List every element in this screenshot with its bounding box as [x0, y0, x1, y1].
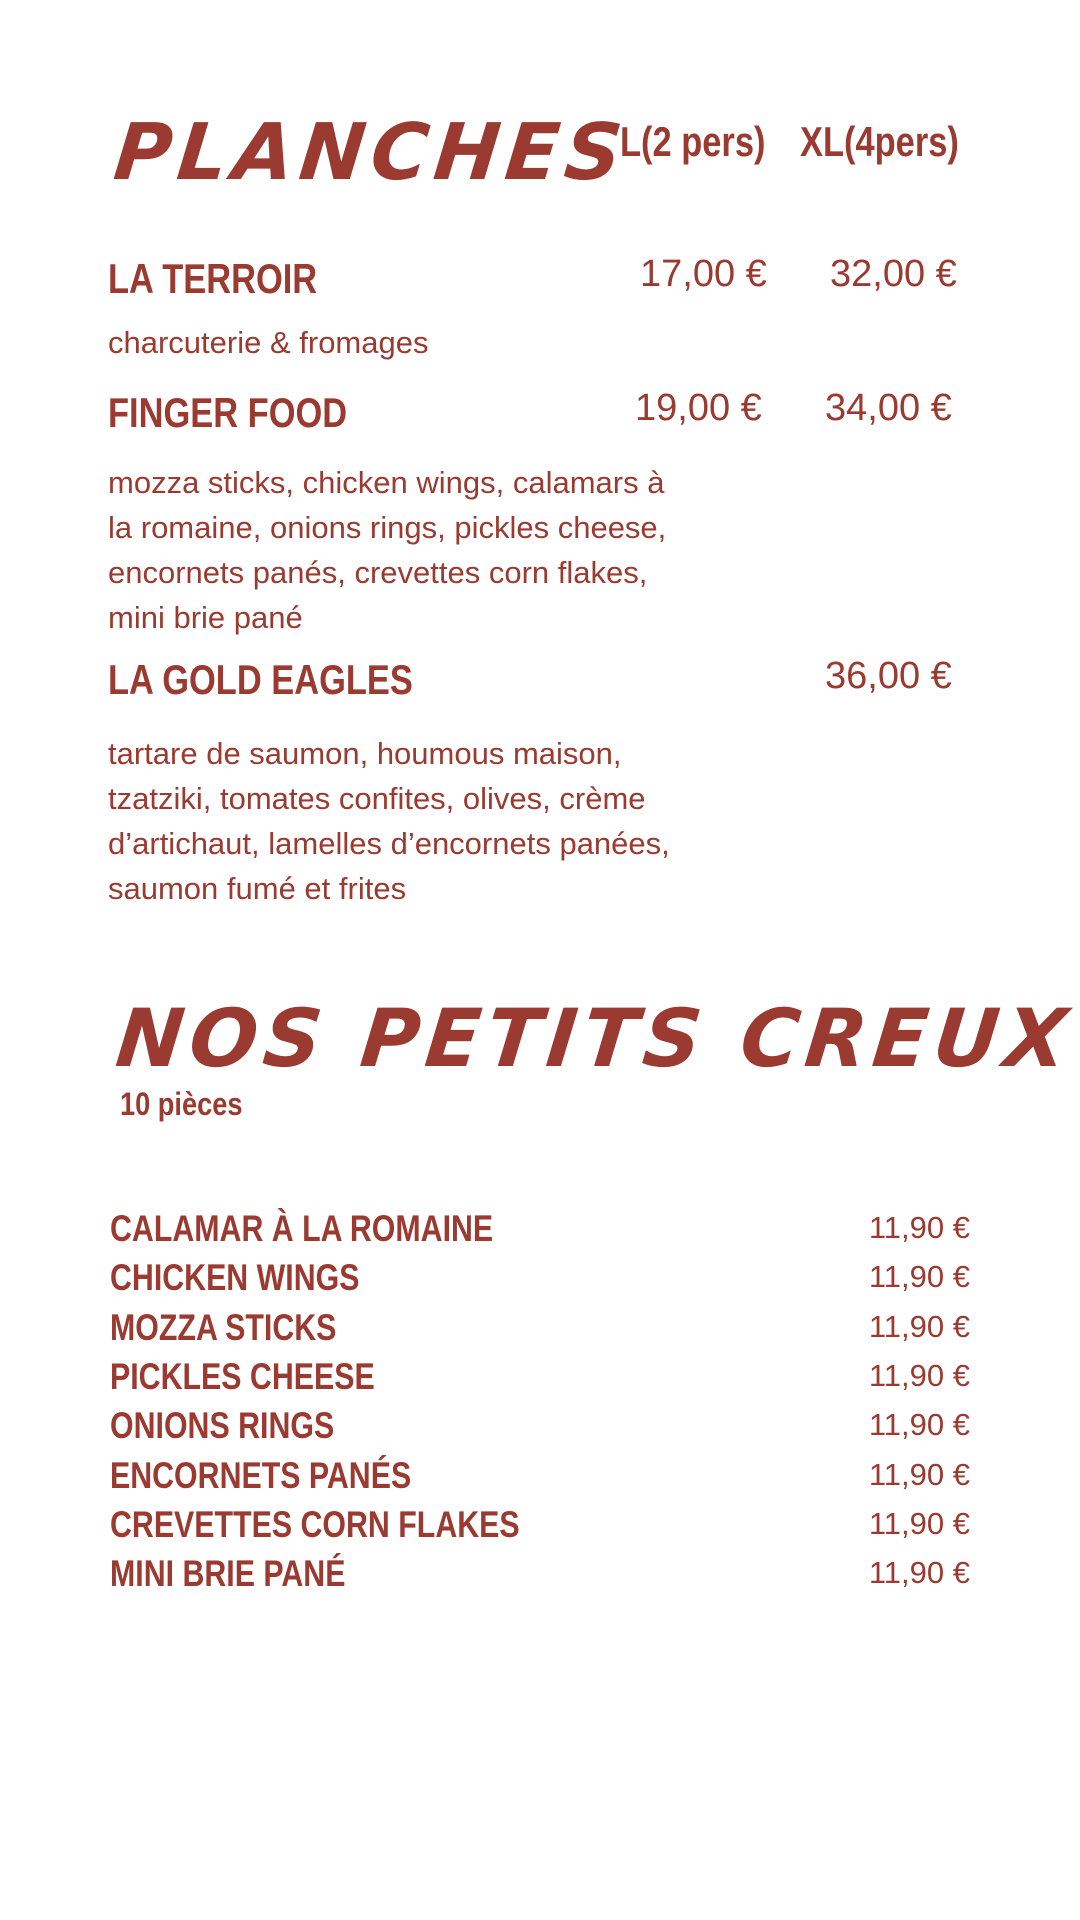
- small-item-price: 11,90 €: [868, 1407, 970, 1442]
- small-item-price: 11,90 €: [868, 1457, 970, 1492]
- price-xl-finger-food: 34,00 €: [825, 387, 952, 429]
- small-item-name: MOZZA STICKS: [110, 1307, 337, 1348]
- small-item-price: 11,90 €: [868, 1358, 970, 1393]
- item-name-la-terroir: LA TERROIR: [108, 255, 318, 302]
- small-item-price: 11,90 €: [868, 1309, 970, 1344]
- small-item-name: CALAMAR À LA ROMAINE: [110, 1208, 494, 1249]
- desc-la-gold-eagles: tartare de saumon, houmous maison, tzatziki, tomates confites, olives, crème d’artichaut, lamelles d’encornets panées, saumon fumé et frites: [108, 736, 670, 906]
- small-item-price: 11,90 €: [868, 1210, 970, 1245]
- small-item-name: MINI BRIE PANÉ: [110, 1553, 346, 1594]
- item-name-la-gold-eagles: LA GOLD EAGLES: [108, 656, 413, 703]
- small-item-price: 11,90 €: [868, 1506, 970, 1541]
- price-xl-la-terroir: 32,00 €: [830, 253, 957, 295]
- small-item-name: ONIONS RINGS: [110, 1405, 335, 1446]
- item-name-finger-food: FINGER FOOD: [108, 389, 348, 436]
- small-item-price: 11,90 €: [868, 1555, 970, 1590]
- desc-la-terroir: charcuterie & fromages: [108, 325, 429, 360]
- desc-finger-food: mozza sticks, chicken wings, calamars à la romaine, onions rings, pickles cheese, encornets panés, crevettes corn flakes, mini brie pané: [108, 465, 667, 635]
- price-l-finger-food: 19,00 €: [635, 387, 762, 429]
- petits-creux-subtitle: 10 pièces: [120, 1086, 243, 1122]
- small-item-name: CREVETTES CORN FLAKES: [110, 1504, 520, 1545]
- column-header-xl: XL(4pers): [800, 118, 959, 165]
- petits-creux-title: NOS PETITS CREUX: [112, 992, 1078, 1085]
- small-item-price: 11,90 €: [868, 1259, 970, 1294]
- small-item-name: CHICKEN WINGS: [110, 1257, 360, 1298]
- small-item-name: PICKLES CHEESE: [110, 1356, 375, 1397]
- planches-title: PLANCHES: [110, 108, 632, 198]
- price-l-la-terroir: 17,00 €: [640, 253, 767, 295]
- price-xl-la-gold-eagles: 36,00 €: [825, 655, 952, 697]
- small-item-name: ENCORNETS PANÉS: [110, 1455, 412, 1496]
- column-header-l: L(2 pers): [620, 118, 766, 165]
